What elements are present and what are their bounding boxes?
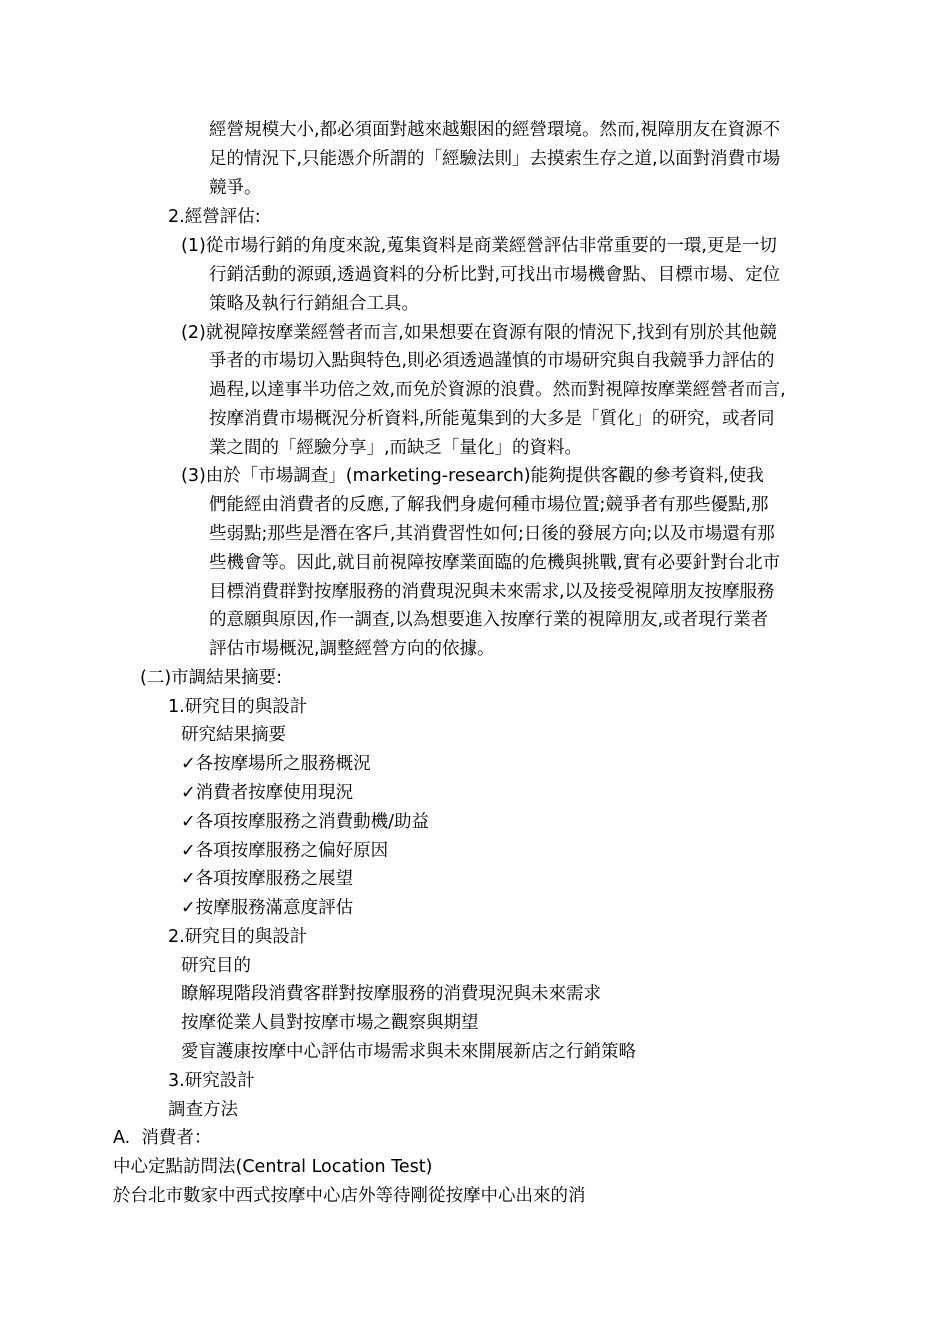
- purpose-item: 瞭解現階段消費客群對按摩服務的消費現況與未來需求: [181, 984, 601, 1004]
- list-item-line: (1)從市場行銷的角度來說,蒐集資料是商業經營評估非常重要的一環,更是一切: [181, 236, 777, 256]
- list-item-line: 行銷活動的源頭,透過資料的分析比對,可找出市場機會點、目標市場、定位: [209, 265, 781, 285]
- part-a-consumers-heading: A. 消費者：: [113, 1128, 212, 1148]
- paragraph-line: 競爭。: [209, 178, 262, 198]
- survey-method-title: 調查方法: [168, 1100, 238, 1120]
- list-item-line: (3)由於「市場調查」(marketing-research)能夠提供客觀的參考資料,使我: [181, 466, 764, 486]
- subheading-research-purpose-design-2: 2.研究目的與設計: [168, 927, 308, 947]
- purpose-item: 按摩從業人員對按摩市場之觀察與期望: [181, 1013, 479, 1033]
- part-a-line: 中心定點訪問法(Central Location Test): [113, 1157, 433, 1177]
- list-item-line: 的意願與原因,作一調查,以為想要進入按摩行業的視障朋友,或者現行業者: [209, 610, 769, 630]
- list-item-line: 些弱點;那些是潛在客戶,其消費習性如何;日後的發展方向;以及市場還有那: [209, 524, 775, 544]
- checklist-item: ✓各項按摩服務之消費動機/助益: [181, 812, 430, 832]
- checklist-item: ✓各項按摩服務之展望: [181, 869, 354, 889]
- checklist-item: ✓按摩服務滿意度評估: [181, 898, 354, 918]
- paragraph-line: 經營規模大小,都必須面對越來越艱困的經營環境。然而,視障朋友在資源不: [209, 120, 781, 140]
- list-item-line: (2)就視障按摩業經營者而言,如果想要在資源有限的情況下,找到有別於其他競: [181, 323, 777, 343]
- checklist-item: ✓各項按摩服務之偏好原因: [181, 841, 389, 861]
- section-heading-survey-summary: (二)市調結果摘要:: [140, 668, 283, 688]
- checklist-item: ✓消費者按摩使用現況: [181, 783, 354, 803]
- subheading-business-evaluation: 2.經營評估:: [168, 207, 261, 227]
- list-item-line: 目標消費群對按摩服務的消費現況與未來需求,以及接受視障朋友按摩服務: [209, 582, 775, 602]
- purpose-item: 愛盲護康按摩中心評估市場需求與未來開展新店之行銷策略: [181, 1042, 636, 1062]
- list-item-line: 按摩消費市場概況分析資料,所能蒐集到的大多是「質化」的研究，或者同: [209, 409, 775, 429]
- part-a-line: 於台北市數家中西式按摩中心店外等待剛從按摩中心出來的消: [113, 1186, 586, 1206]
- list-item-line: 些機會等。因此,就目前視障按摩業面臨的危機與挑戰,實有必要針對台北市: [209, 553, 781, 573]
- list-item-line: 爭者的市場切入點與特色,則必須透過謹慎的市場研究與自我競爭力評估的: [209, 351, 775, 371]
- subheading-research-purpose-design: 1.研究目的與設計: [168, 697, 308, 717]
- paragraph-line: 足的情況下,只能憑介所謂的「經驗法則」去摸索生存之道,以面對消費市場: [209, 149, 781, 169]
- checklist-item: ✓各按摩場所之服務概況: [181, 754, 371, 774]
- research-purpose-title: 研究目的: [181, 956, 251, 976]
- list-item-line: 過程,以達事半功倍之效,而免於資源的浪費。然而對視障按摩業經營者而言,: [209, 380, 786, 400]
- list-item-line: 評估市場概況,調整經營方向的依據。: [209, 639, 495, 659]
- list-item-line: 策略及執行行銷組合工具。: [209, 294, 419, 314]
- research-results-summary-title: 研究結果摘要: [181, 725, 286, 745]
- list-item-line: 業之間的「經驗分享」,而缺乏「量化」的資料。: [209, 438, 583, 458]
- subheading-research-design: 3.研究設計: [168, 1071, 255, 1091]
- list-item-line: 們能經由消費者的反應,了解我們身處何種市場位置;競爭者有那些優點,那: [209, 495, 769, 515]
